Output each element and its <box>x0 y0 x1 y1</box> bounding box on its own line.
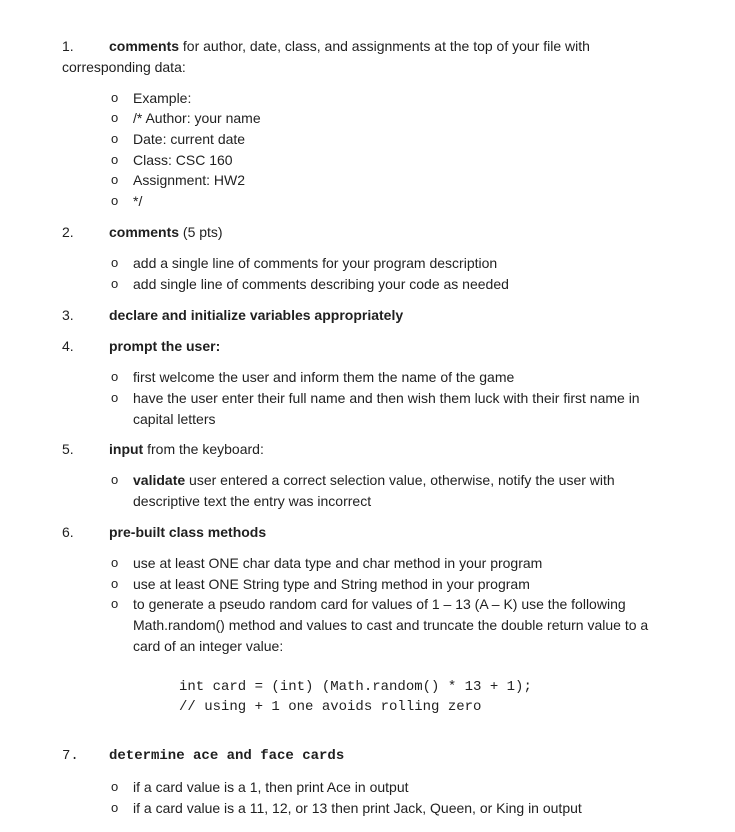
item-heading: prompt the user: <box>109 338 221 354</box>
bullet-glyph: o <box>111 131 119 146</box>
bullet-text: if a card value is a 1, then print Ace in output <box>133 779 409 795</box>
code-line: int card = (int) (Math.random() * 13 + 1); <box>179 679 532 695</box>
bullet-glyph: o <box>111 152 119 167</box>
item-heading: input from the keyboard: <box>109 441 264 457</box>
bullet-glyph: o <box>111 110 119 125</box>
item-number: 6. <box>62 524 74 540</box>
bullet-glyph: o <box>111 390 119 405</box>
item-heading: determine ace and face cards <box>109 748 345 764</box>
item-number: 2. <box>62 224 74 240</box>
bullet-text: use at least ONE char data type and char method in your program <box>133 555 543 571</box>
bullet-text: first welcome the user and inform them the name of the game <box>133 369 515 385</box>
code-comment: // using + 1 one avoids rolling zero <box>179 699 482 715</box>
bullet-glyph: o <box>111 276 119 291</box>
item-heading: comments for author, date, class, and assignments at the top of your file with <box>109 38 590 54</box>
item-number: 5. <box>62 441 74 457</box>
bullet-glyph: o <box>111 800 119 815</box>
bullet-glyph: o <box>111 369 119 384</box>
bullet-text: */ <box>133 193 143 209</box>
bullet-glyph: o <box>111 472 119 487</box>
item-number: 7. <box>62 748 79 764</box>
item-number: 4. <box>62 338 74 354</box>
bullet-text: Class: CSC 160 <box>133 152 233 168</box>
item-heading: declare and initialize variables appropriately <box>109 307 404 323</box>
bullet-text: to generate a pseudo random card for values of 1 – 13 (A – K) use the following Math.random() method and values to cast and truncate the double return value to a card of an integer value: <box>133 596 649 654</box>
bullet-glyph: o <box>111 172 119 187</box>
item-heading: comments (5 pts) <box>109 224 223 240</box>
item-number: 3. <box>62 307 74 323</box>
bullet-text: if a card value is a 11, 12, or 13 then print Jack, Queen, or King in output <box>133 800 582 816</box>
bullet-glyph: o <box>111 576 119 591</box>
bullet-text: Date: current date <box>133 131 246 147</box>
bullet-glyph: o <box>111 596 119 611</box>
item-number: 1. <box>62 38 74 54</box>
bullet-glyph: o <box>111 555 119 570</box>
item-heading: pre-built class methods <box>109 524 267 540</box>
bullet-glyph: o <box>111 779 119 794</box>
bullet-glyph: o <box>111 255 119 270</box>
bullet-text: add single line of comments describing your code as needed <box>133 276 509 292</box>
item-continuation: corresponding data: <box>62 59 186 75</box>
bullet-glyph: o <box>111 90 119 105</box>
bullet-text: /* Author: your name <box>133 110 261 126</box>
bullet-text: Assignment: HW2 <box>133 172 246 188</box>
bullet-text: have the user enter their full name and then wish them luck with their first name in capital letters <box>133 390 640 427</box>
bullet-text: Example: <box>133 90 192 106</box>
bullet-text: use at least ONE String type and String method in your program <box>133 576 530 592</box>
bullet-text: add a single line of comments for your program description <box>133 255 498 271</box>
bullet-text: validate user entered a correct selection value, otherwise, notify the user with descriptive text the entry was incorrect <box>133 472 615 509</box>
bullet-glyph: o <box>111 193 119 208</box>
